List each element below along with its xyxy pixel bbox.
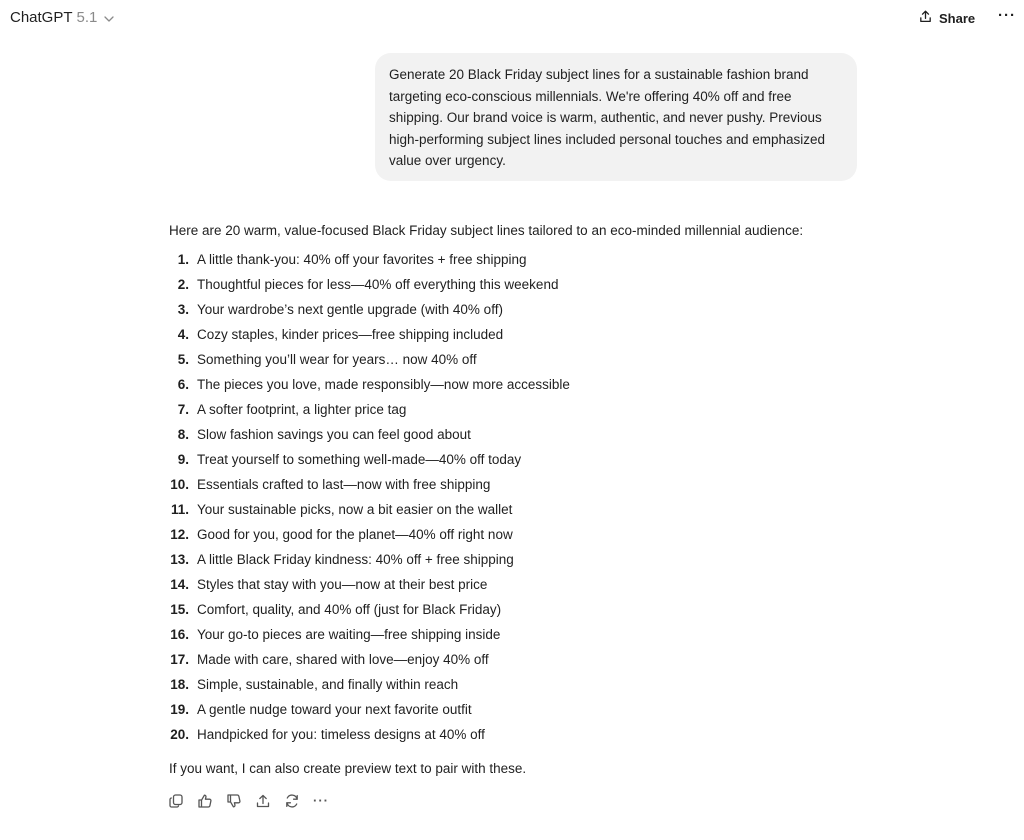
message-actions [168, 793, 329, 809]
list-number: 18. [170, 677, 189, 692]
list-number: 4. [177, 327, 189, 342]
assistant-intro: Here are 20 warm, value-focused Black Friday subject lines tailored to an eco-minded millennial audience: [169, 223, 804, 238]
chevron-down-icon [103, 12, 115, 24]
list-item-text: Cozy staples, kinder prices—free shipping included [197, 327, 504, 342]
assistant-outro: If you want, I can also create preview text to pair with these. [169, 761, 527, 776]
list-item-text: A little thank-you: 40% off your favorites + free shipping [197, 252, 527, 267]
list-item-text: Comfort, quality, and 40% off (just for Black Friday) [197, 602, 502, 617]
share-button[interactable] [918, 9, 975, 27]
model-version: 5.1 [76, 9, 98, 26]
copy-icon[interactable] [168, 793, 184, 809]
list-number: 6. [177, 377, 189, 392]
list-number: 9. [177, 452, 189, 467]
list-number: 2. [177, 277, 189, 292]
top-bar [0, 0, 1024, 38]
list-item-text: A softer footprint, a lighter price tag [197, 402, 407, 417]
list-number: 3. [177, 302, 189, 317]
more-options-button[interactable]: ··· [998, 7, 1016, 24]
regenerate-icon[interactable] [284, 793, 300, 809]
list-number: 11. [170, 502, 189, 517]
model-name: ChatGPT [10, 9, 73, 26]
share-label: Share [939, 10, 976, 26]
list-item-text: Thoughtful pieces for less—40% off everything this weekend [197, 277, 559, 292]
list-item-text: A gentle nudge toward your next favorite outfit [197, 702, 472, 717]
list-number: 12. [170, 527, 189, 542]
more-actions-button[interactable]: ··· [313, 793, 329, 808]
list-item-text: Your go-to pieces are waiting—free shipping inside [197, 627, 501, 642]
list-number: 8. [177, 427, 189, 442]
user-message-bubble: Generate 20 Black Friday subject lines for a sustainable fashion brand targeting eco-conscious millennials. We're offering 40% off and free shipping. Our brand voice is warm, authentic, and never pushy. Previous high-performing subject lines included personal touches and emphasized value over urgency. [375, 53, 857, 181]
list-number: 1. [177, 252, 189, 267]
upload-icon[interactable] [255, 793, 271, 809]
list-number: 7. [177, 402, 189, 417]
list-number: 14. [170, 577, 189, 592]
list-item-text: Made with care, shared with love—enjoy 40% off [197, 652, 489, 667]
model-picker[interactable] [10, 9, 115, 26]
list-item-text: A little Black Friday kindness: 40% off + free shipping [197, 552, 514, 567]
list-number: 16. [170, 627, 189, 642]
list-item-text: Essentials crafted to last—now with free shipping [197, 477, 491, 492]
list-number: 20. [170, 727, 189, 742]
list-item-text: Handpicked for you: timeless designs at 40% off [197, 727, 485, 742]
list-item-text: Simple, sustainable, and finally within reach [197, 677, 459, 692]
thumbs-up-icon[interactable] [197, 793, 213, 809]
list-item-text: Your wardrobe’s next gentle upgrade (with 40% off) [197, 302, 503, 317]
list-item-text: Treat yourself to something well-made—40% off today [197, 452, 522, 467]
list-number: 13. [170, 552, 189, 567]
list-number: 19. [170, 702, 189, 717]
share-icon [918, 9, 933, 27]
list-number: 15. [170, 602, 189, 617]
list-item-text: Good for you, good for the planet—40% off right now [197, 527, 513, 542]
list-item-text: Something you’ll wear for years… now 40% off [197, 352, 477, 367]
list-item-text: Slow fashion savings you can feel good about [197, 427, 471, 442]
list-item-text: Styles that stay with you—now at their best price [197, 577, 488, 592]
thumbs-down-icon[interactable] [226, 793, 242, 809]
list-number: 17. [170, 652, 189, 667]
list-item-text: Your sustainable picks, now a bit easier on the wallet [197, 502, 513, 517]
list-number: 5. [177, 352, 189, 367]
list-number: 10. [170, 477, 189, 492]
list-item-text: The pieces you love, made responsibly—now more accessible [197, 377, 570, 392]
